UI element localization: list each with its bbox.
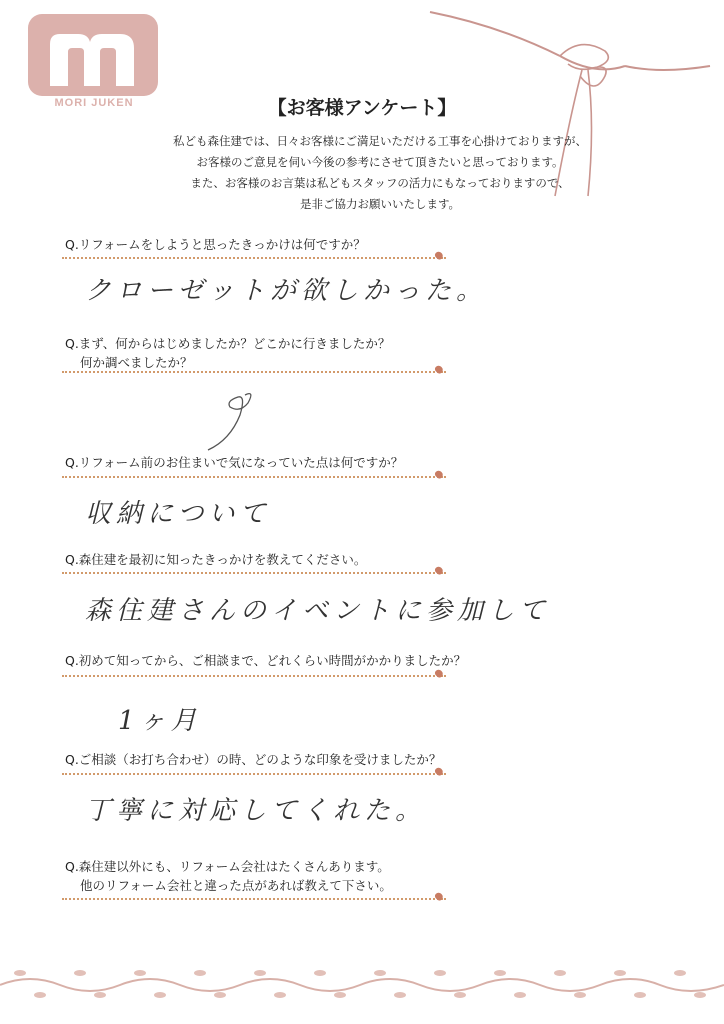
answer-4: 森住建さんのイベントに参加して [85,596,551,626]
scribble-mark [200,385,260,455]
question-text: 他のリフォーム会社と違った点があれば教えて下さい。 [80,878,392,893]
question-text: Q.森住建以外にも、リフォーム会社はたくさんあります。 [65,859,390,874]
divider [62,476,446,478]
intro-line: 私ども森住建では、日々お客様にご満足いただける工事を心掛けておりますが、 [173,134,587,148]
question-4 [65,550,366,569]
question-1 [65,235,366,254]
divider [62,773,446,775]
question-7 [65,857,392,895]
question-text: Q.まず、何からはじめましたか？どこかに行きましたか？ [65,336,391,351]
question-6 [65,750,441,769]
question-5 [65,651,466,670]
question-2 [65,334,390,372]
question-text: Q.リフォームをしようと思ったきっかけは何ですか？ [65,237,366,252]
divider [62,371,446,373]
answer-1: クローゼットが欲しかった。 [85,276,487,306]
intro-line: 是非ご協力お願いいたします。 [299,197,461,211]
question-text: 何か調べましたか？ [80,355,193,370]
intro-line: また、お客様のお言葉は私どもスタッフの活力にもなっておりますので、 [190,176,570,190]
question-text: Q.初めて知ってから、ご相談まで、どれくらい時間がかかりましたか？ [65,653,467,668]
divider [62,898,446,900]
divider [62,257,446,259]
intro-line: お客様のご意見を伺い今後の参考にさせて頂きたいと思っております。 [196,155,564,169]
question-text: Q.リフォーム前のお住まいで気になっていた点は何ですか？ [65,455,404,470]
question-text: Q.森住建を最初に知ったきっかけを教えてください。 [65,552,367,567]
logo-brand-text: MORI JUKEN [54,97,134,109]
vine-decoration [0,955,724,1015]
answer-3: 収納について [85,499,271,529]
question-text: Q.ご相談（お打ち合わせ）の時、どのような印象を受けましたか？ [65,752,442,767]
answer-6: 丁寧に対応してくれた。 [85,796,427,826]
answer-5: 1ヶ月 [118,706,202,736]
divider [62,572,446,574]
page-title: 【お客様アンケート】 [267,97,457,119]
question-3 [65,453,403,472]
divider [62,675,446,677]
intro-text [100,131,660,215]
